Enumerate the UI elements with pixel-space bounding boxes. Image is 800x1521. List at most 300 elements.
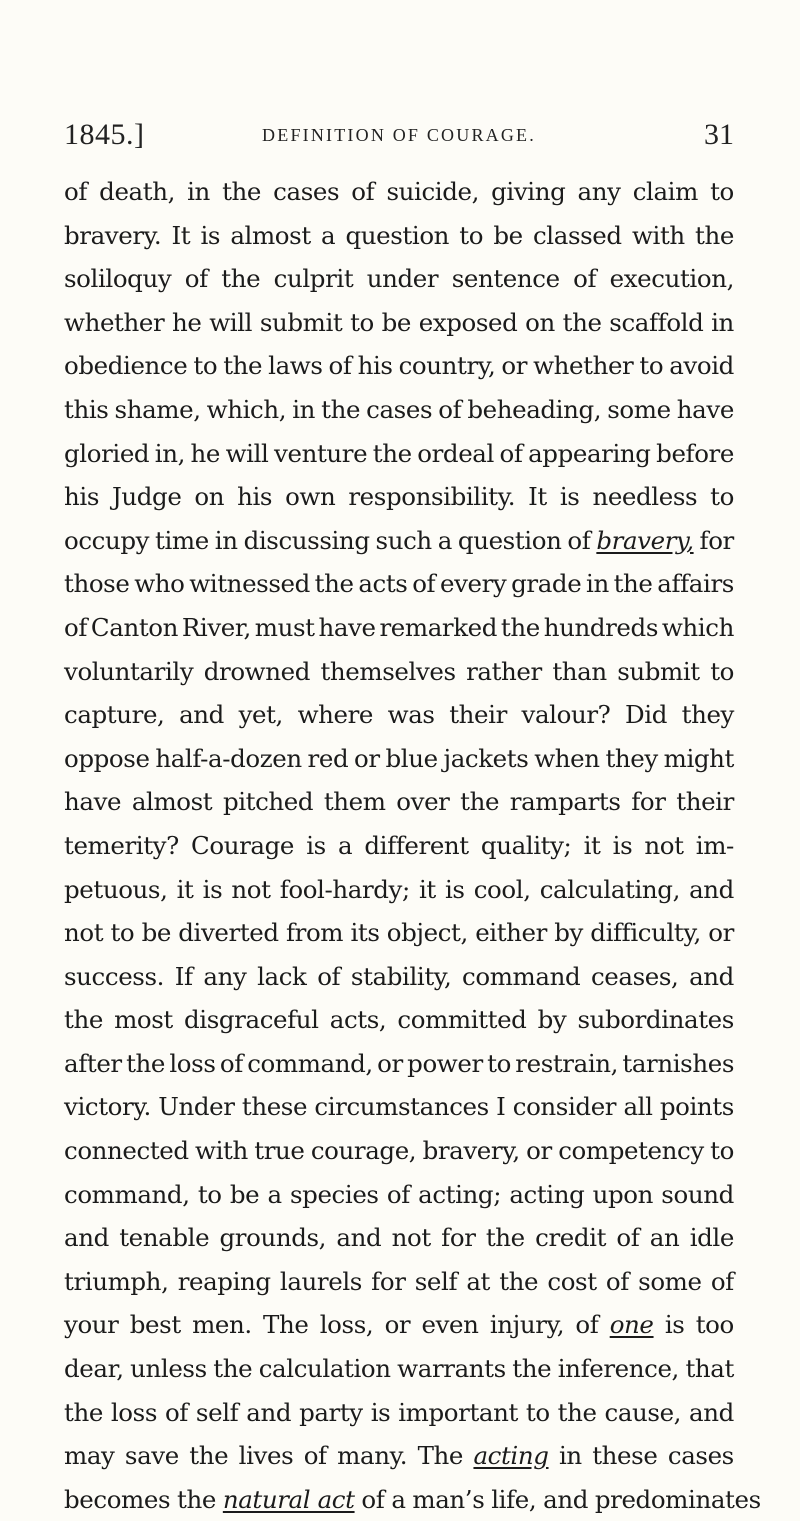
word: your bbox=[64, 1310, 119, 1340]
word: the bbox=[221, 264, 261, 294]
word: rather bbox=[466, 656, 542, 686]
word: that bbox=[685, 1354, 734, 1384]
word: beheading, bbox=[467, 394, 602, 424]
text-line bbox=[64, 1347, 734, 1391]
word: to bbox=[459, 220, 484, 250]
word: the bbox=[460, 787, 500, 817]
word: gloried bbox=[64, 438, 150, 468]
word: reaping bbox=[177, 1266, 271, 1296]
word: the bbox=[223, 351, 263, 381]
word: loss, bbox=[319, 1310, 374, 1340]
word: Courage bbox=[191, 830, 295, 860]
word: blue bbox=[385, 743, 438, 773]
word: calculating, bbox=[539, 874, 680, 904]
word: or bbox=[354, 743, 380, 773]
text-line bbox=[64, 475, 734, 519]
text-line bbox=[64, 344, 734, 388]
text-line bbox=[64, 650, 734, 694]
word: and bbox=[543, 1484, 588, 1514]
text-line bbox=[64, 955, 734, 999]
word: victory. bbox=[64, 1092, 151, 1122]
word: the bbox=[485, 1223, 525, 1253]
word: unless bbox=[130, 1354, 207, 1384]
word: time bbox=[155, 525, 209, 555]
word: not bbox=[644, 830, 684, 860]
word: points bbox=[659, 1092, 734, 1122]
word: the bbox=[321, 394, 361, 424]
word: to bbox=[350, 307, 374, 337]
word: or bbox=[708, 918, 734, 948]
emphasized-word: one bbox=[609, 1310, 654, 1340]
word: predominates bbox=[594, 1484, 761, 1514]
word: question bbox=[345, 220, 450, 250]
word: object, bbox=[386, 918, 468, 948]
word: death, bbox=[99, 177, 175, 206]
emphasized-word: acting bbox=[473, 1441, 549, 1471]
word: be bbox=[141, 918, 171, 948]
text-line bbox=[64, 519, 734, 563]
page-number: 31 bbox=[704, 118, 734, 151]
word: from bbox=[285, 918, 344, 948]
word: River, bbox=[181, 612, 251, 642]
word: will bbox=[209, 307, 253, 337]
word: of bbox=[605, 1266, 629, 1296]
word: almost bbox=[131, 787, 213, 817]
word: have bbox=[676, 394, 734, 424]
word: these bbox=[241, 1092, 308, 1122]
word: men. bbox=[192, 1310, 252, 1340]
word: at bbox=[466, 1266, 490, 1296]
word: appearing bbox=[528, 438, 651, 468]
word: im- bbox=[695, 830, 734, 860]
word: or bbox=[384, 1310, 411, 1340]
word: red bbox=[307, 743, 349, 773]
text-line bbox=[64, 1478, 761, 1521]
word: cause, bbox=[604, 1397, 682, 1427]
word: circumstances bbox=[314, 1092, 489, 1122]
word: difficulty, bbox=[590, 918, 701, 948]
word: own bbox=[285, 482, 336, 512]
word: for bbox=[371, 1266, 406, 1296]
word: any bbox=[203, 961, 247, 991]
word: of bbox=[361, 1484, 385, 1514]
word: on bbox=[525, 307, 555, 337]
text-line bbox=[64, 1434, 734, 1478]
word: the bbox=[557, 1397, 597, 1427]
word: and bbox=[689, 1397, 734, 1427]
word: sound bbox=[661, 1179, 734, 1209]
word: upon bbox=[592, 1179, 654, 1209]
word: and bbox=[246, 1397, 292, 1427]
word: Did bbox=[625, 700, 667, 730]
word: the bbox=[64, 1397, 103, 1427]
word: The bbox=[263, 1310, 309, 1340]
running-head-title: DEFINITION OF COURAGE. bbox=[262, 125, 536, 145]
word: might bbox=[663, 743, 734, 773]
word: their bbox=[676, 787, 734, 817]
word: venture bbox=[274, 438, 368, 468]
word: when bbox=[534, 743, 600, 773]
word: laws bbox=[268, 351, 323, 381]
word: of bbox=[499, 438, 523, 468]
word: and bbox=[689, 874, 734, 904]
word: life, bbox=[491, 1484, 537, 1514]
word: to bbox=[639, 351, 664, 381]
word: species bbox=[290, 1179, 379, 1209]
word: who bbox=[134, 569, 185, 599]
word: most bbox=[114, 1005, 173, 1035]
word: or bbox=[526, 1136, 552, 1166]
text-line bbox=[64, 562, 734, 606]
word: of bbox=[567, 525, 591, 555]
word: the bbox=[126, 1048, 166, 1078]
word: question bbox=[457, 525, 562, 555]
word: It bbox=[528, 482, 547, 512]
word: them bbox=[323, 787, 386, 817]
word: courage, bbox=[310, 1136, 417, 1166]
word: exposed bbox=[418, 307, 518, 337]
word: ceases, bbox=[590, 961, 679, 991]
word: of bbox=[64, 177, 88, 206]
word: submit bbox=[259, 307, 343, 337]
word: of bbox=[328, 351, 352, 381]
word: occupy bbox=[64, 525, 150, 555]
word: discussing bbox=[243, 525, 370, 555]
word: all bbox=[623, 1092, 653, 1122]
word: scaffold bbox=[609, 307, 704, 337]
word: the bbox=[500, 612, 540, 642]
word: grade bbox=[511, 569, 582, 599]
word: calculation bbox=[258, 1354, 391, 1384]
word: the bbox=[562, 307, 602, 337]
word: needless bbox=[592, 482, 698, 512]
word: whether bbox=[64, 307, 165, 337]
word: a bbox=[437, 525, 452, 555]
word: cases bbox=[273, 177, 340, 206]
word: for bbox=[631, 787, 666, 817]
word: hundreds bbox=[543, 612, 658, 642]
word: credit bbox=[535, 1223, 607, 1253]
word: which bbox=[661, 612, 734, 642]
word: triumph, bbox=[64, 1266, 169, 1296]
word: idle bbox=[689, 1223, 734, 1253]
word: not bbox=[64, 918, 104, 948]
word: either bbox=[475, 918, 547, 948]
word: it bbox=[176, 874, 194, 904]
word: petuous, bbox=[64, 874, 168, 904]
text-line bbox=[64, 868, 734, 912]
word: or bbox=[377, 1048, 403, 1078]
text-line bbox=[64, 1085, 734, 1129]
word: acting bbox=[509, 1179, 585, 1209]
word: of bbox=[616, 1223, 640, 1253]
word: in bbox=[214, 525, 238, 555]
book-page bbox=[64, 118, 761, 1521]
word: giving bbox=[491, 177, 566, 206]
word: success. bbox=[64, 961, 165, 991]
word: voluntarily bbox=[64, 656, 194, 686]
word: these bbox=[592, 1441, 658, 1471]
word: party bbox=[299, 1397, 363, 1427]
word: with bbox=[631, 220, 685, 250]
word: be bbox=[229, 1179, 260, 1209]
word: tarnishes bbox=[622, 1048, 734, 1078]
word: not bbox=[231, 874, 271, 904]
word: is bbox=[445, 874, 465, 904]
word: man’s bbox=[412, 1484, 485, 1514]
word: inference, bbox=[557, 1354, 679, 1384]
word: in bbox=[187, 177, 210, 206]
word: even bbox=[421, 1310, 479, 1340]
word: with bbox=[195, 1136, 248, 1166]
word: the bbox=[372, 438, 412, 468]
word: I bbox=[496, 1092, 506, 1122]
word: obedience bbox=[64, 351, 188, 381]
word: restrain, bbox=[515, 1048, 619, 1078]
word: cool, bbox=[473, 874, 531, 904]
word: stability, bbox=[350, 961, 452, 991]
word: becomes bbox=[64, 1484, 171, 1514]
word: have bbox=[318, 612, 376, 642]
word: is bbox=[306, 830, 326, 860]
word: remarked bbox=[379, 612, 498, 642]
word: under bbox=[366, 264, 439, 294]
word: whether bbox=[533, 351, 634, 381]
word: culprit bbox=[273, 264, 354, 294]
word: connected bbox=[64, 1136, 189, 1166]
word: lack bbox=[257, 961, 307, 991]
text-line bbox=[64, 1042, 734, 1086]
word: acting; bbox=[418, 1179, 502, 1209]
word: or bbox=[501, 351, 528, 381]
word: temerity? bbox=[64, 830, 179, 860]
word: acts bbox=[358, 569, 408, 599]
word: suicide, bbox=[386, 177, 479, 206]
text-line bbox=[64, 301, 734, 345]
word: may bbox=[64, 1441, 115, 1471]
word: not bbox=[391, 1223, 431, 1253]
word: laurels bbox=[279, 1266, 362, 1296]
word: Judge bbox=[111, 482, 182, 512]
text-line bbox=[64, 606, 734, 650]
word: power bbox=[407, 1048, 483, 1078]
text-line bbox=[64, 911, 734, 955]
emphasized-word: bravery, bbox=[596, 525, 694, 555]
word: by bbox=[537, 1005, 567, 1035]
word: to bbox=[710, 482, 734, 512]
word: It bbox=[171, 220, 191, 250]
word: they bbox=[681, 700, 734, 730]
word: cases bbox=[667, 1441, 734, 1471]
word: of bbox=[351, 177, 375, 206]
word: the bbox=[695, 220, 734, 250]
text-line bbox=[64, 998, 734, 1042]
word: of bbox=[438, 394, 462, 424]
word: ramparts bbox=[509, 787, 621, 817]
word: bravery, bbox=[422, 1136, 520, 1166]
word: on bbox=[194, 482, 225, 512]
running-head-year: 1845.] bbox=[64, 118, 145, 151]
word: and bbox=[336, 1223, 382, 1253]
word: to bbox=[197, 1179, 222, 1209]
word: command, bbox=[247, 1048, 373, 1078]
word: shame, bbox=[114, 394, 201, 424]
word: is bbox=[370, 1397, 391, 1427]
text-line bbox=[64, 824, 734, 868]
word: affairs bbox=[657, 569, 734, 599]
word: ordeal bbox=[417, 438, 494, 468]
word: they bbox=[605, 743, 658, 773]
text-line bbox=[64, 1173, 734, 1217]
word: some bbox=[638, 1266, 702, 1296]
word: before bbox=[656, 438, 734, 468]
word: true bbox=[254, 1136, 305, 1166]
word: lives bbox=[238, 1441, 294, 1471]
word: loss bbox=[169, 1048, 216, 1078]
word: in bbox=[558, 1441, 582, 1471]
body-text bbox=[64, 170, 761, 1521]
word: must bbox=[254, 612, 315, 642]
word: command, bbox=[64, 1179, 190, 1209]
word: cost bbox=[547, 1266, 597, 1296]
text-line bbox=[64, 780, 734, 824]
word: If bbox=[174, 961, 193, 991]
word: be bbox=[493, 220, 523, 250]
word: his bbox=[64, 482, 99, 512]
word: pitched bbox=[222, 787, 314, 817]
word: is bbox=[664, 1310, 685, 1340]
word: for bbox=[441, 1223, 476, 1253]
word: drowned bbox=[203, 656, 310, 686]
word: the bbox=[222, 177, 262, 206]
word: and bbox=[64, 1223, 109, 1253]
word: the bbox=[177, 1484, 216, 1514]
word: it bbox=[583, 830, 601, 860]
word: self bbox=[414, 1266, 458, 1296]
word: a bbox=[321, 220, 336, 250]
text-line bbox=[64, 737, 734, 781]
word: of bbox=[184, 264, 208, 294]
word: such bbox=[375, 525, 432, 555]
word: of bbox=[317, 961, 341, 991]
word: is bbox=[612, 830, 633, 860]
word: classed bbox=[532, 220, 622, 250]
word: the bbox=[64, 1005, 103, 1035]
word: diverted bbox=[178, 918, 279, 948]
word: command bbox=[462, 961, 581, 991]
word: will bbox=[225, 438, 269, 468]
word: to bbox=[710, 177, 734, 206]
word: themselves bbox=[320, 656, 456, 686]
word: the bbox=[314, 569, 354, 599]
word: sentence bbox=[451, 264, 560, 294]
word: fool-hardy; bbox=[279, 874, 410, 904]
word: self bbox=[195, 1397, 239, 1427]
word: The bbox=[417, 1441, 464, 1471]
text-line bbox=[64, 1129, 734, 1173]
text-line bbox=[64, 1391, 734, 1435]
word: his bbox=[357, 351, 393, 381]
word: by bbox=[554, 918, 583, 948]
word: of bbox=[64, 612, 88, 642]
word: any bbox=[577, 177, 621, 206]
word: many. bbox=[337, 1441, 408, 1471]
word: he bbox=[190, 438, 221, 468]
word: a bbox=[391, 1484, 406, 1514]
word: submit bbox=[617, 656, 700, 686]
word: its bbox=[350, 918, 380, 948]
word: to bbox=[525, 1397, 550, 1427]
word: his bbox=[237, 482, 273, 512]
word: execution, bbox=[609, 264, 734, 294]
word: competency bbox=[558, 1136, 704, 1166]
word: grounds, bbox=[219, 1223, 327, 1253]
word: to bbox=[710, 656, 734, 686]
word: for bbox=[699, 525, 734, 555]
word: in bbox=[586, 569, 609, 599]
word: is bbox=[200, 220, 221, 250]
text-line bbox=[64, 388, 734, 432]
word: the bbox=[613, 569, 653, 599]
word: witnessed bbox=[189, 569, 310, 599]
word: tenable bbox=[119, 1223, 210, 1253]
word: have bbox=[64, 787, 122, 817]
word: where bbox=[297, 700, 374, 730]
word: an bbox=[649, 1223, 680, 1253]
word: country, bbox=[398, 351, 496, 381]
word: important bbox=[398, 1397, 518, 1427]
word: some bbox=[607, 394, 671, 424]
word: almost bbox=[230, 220, 311, 250]
word: best bbox=[129, 1310, 181, 1340]
word: than bbox=[552, 656, 607, 686]
text-line bbox=[64, 1216, 734, 1260]
word: jackets bbox=[443, 743, 529, 773]
word: of bbox=[303, 1441, 327, 1471]
word: of bbox=[219, 1048, 243, 1078]
word: injury, bbox=[489, 1310, 565, 1340]
word: Canton bbox=[90, 612, 178, 642]
word: Under bbox=[158, 1092, 235, 1122]
word: acts, bbox=[329, 1005, 387, 1035]
word: to bbox=[193, 351, 218, 381]
word: of bbox=[710, 1266, 734, 1296]
word: different bbox=[364, 830, 469, 860]
running-head bbox=[64, 118, 734, 158]
word: disgraceful bbox=[184, 1005, 319, 1035]
word: warrants bbox=[397, 1354, 506, 1384]
text-line bbox=[64, 693, 734, 737]
word: it bbox=[418, 874, 436, 904]
word: of bbox=[412, 569, 436, 599]
word: their bbox=[449, 700, 507, 730]
word: bravery. bbox=[64, 220, 162, 250]
word: quality; bbox=[480, 830, 572, 860]
word: claim bbox=[632, 177, 698, 206]
word: of bbox=[573, 264, 597, 294]
word: dear, bbox=[64, 1354, 124, 1384]
word: was bbox=[387, 700, 435, 730]
word: oppose bbox=[64, 743, 150, 773]
word: which, bbox=[206, 394, 287, 424]
word: he bbox=[172, 307, 202, 337]
word: valour? bbox=[521, 700, 611, 730]
word: the bbox=[213, 1354, 253, 1384]
word: is bbox=[202, 874, 223, 904]
word: too bbox=[695, 1310, 734, 1340]
word: committed bbox=[397, 1005, 527, 1035]
emphasized-word: natural act bbox=[222, 1484, 355, 1514]
